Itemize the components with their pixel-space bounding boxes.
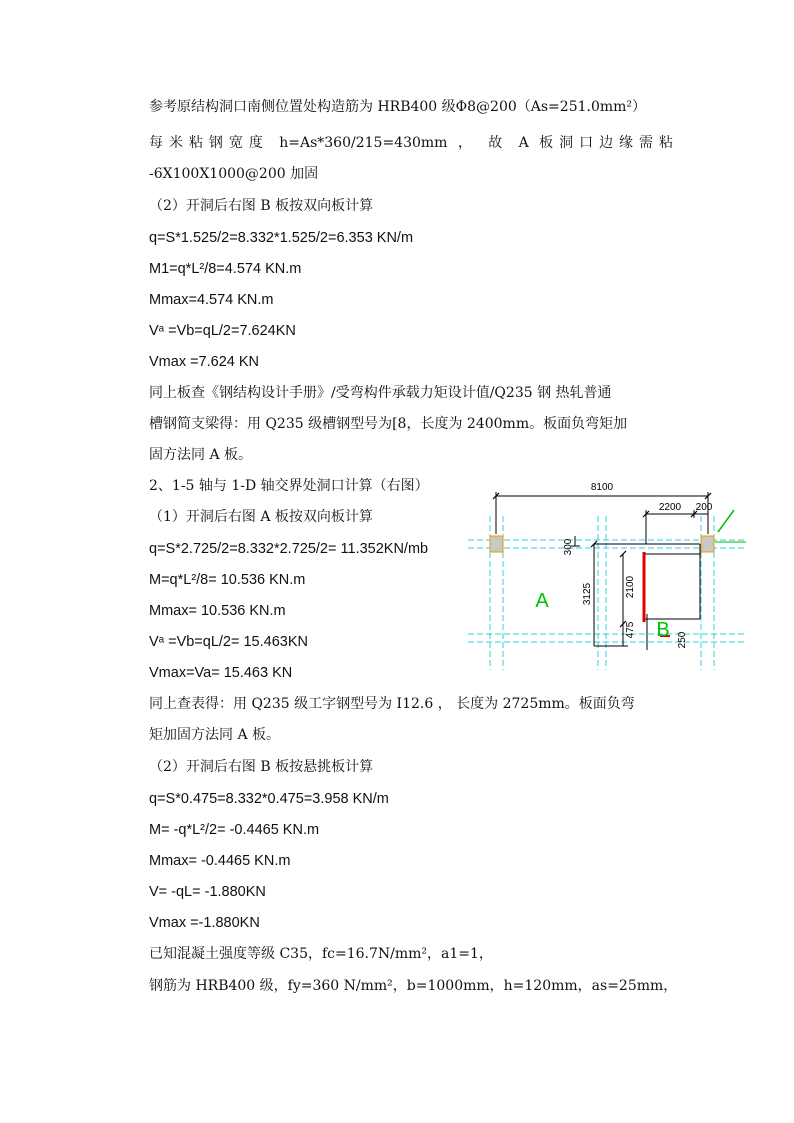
text-line: 每米粘钢宽度 h=As*360/215=430mm ， 故 A 板洞口边缘需粘 [149,135,673,151]
text-line: （1）开洞后右图 A 板按双向板计算 [149,509,373,525]
text-line: 已知混凝土强度等级 C35，fc=16.7N/mm²，a1=1， [149,946,493,962]
text-line: 同上查表得：用 Q235 级工字钢型号为 I12.6 ， 长度为 2725mm。板面负弯 [149,696,635,712]
formula-line: Vmax =-1.880KN [149,915,260,931]
dimension-labels [563,482,713,648]
formula-line: Vᵃ =Vb=qL/2=7.624KN [149,323,296,339]
text-line: -6X100X1000@200 加固 [149,166,319,182]
column-left [490,536,503,552]
formula-line: q=S*2.725/2=8.332*2.725/2= 11.352KN/mb [149,541,429,557]
text-line: 固方法同 A 板。 [149,447,253,463]
formula-line: Vᵃ =Vb=qL/2= 15.463KN [149,634,308,650]
formula-line: M= -q*L²/2= -0.4465 KN.m [149,822,320,838]
dim-2100: 2100 [625,575,636,599]
formula-line: M1=q*L²/8=4.574 KN.m [149,261,302,277]
formula-line: M=q*L²/8= 10.536 KN.m [149,572,306,588]
text-line: 槽钢简支梁得：用 Q235 级槽钢型号为[8，长度为 2400mm。板面负弯矩加 [149,416,628,432]
green-mark [718,510,734,532]
region-b-label: B [656,619,670,641]
dim-2200: 2200 [658,502,682,513]
text-line: 钢筋为 HRB400 级，fy=360 N/mm²，b=1000mm，h=120mm，as=25mm， [149,978,678,994]
formula-line: q=S*0.475=8.332*0.475=3.958 KN/m [149,791,389,807]
dim-200: 200 [695,502,713,513]
region-a-label: A [535,590,549,612]
dim-475: 475 [625,621,636,639]
column-right [701,536,714,552]
opening-plan-diagram [468,474,748,680]
section-heading: 2、1-5 轴与 1-D 轴交界处洞口计算（右图） [149,478,429,494]
text-line: （2）开洞后右图 B 板按悬挑板计算 [149,759,374,775]
dim-300: 300 [563,538,574,556]
text-line: 矩加固方法同 A 板。 [149,727,281,743]
text-line: （2）开洞后右图 B 板按双向板计算 [149,198,374,214]
dim-250: 250 [677,631,688,649]
text-line: 参考原结构洞口南侧位置处构造筋为 HRB400 级Φ8@200（As=251.0mm²） [149,99,647,115]
formula-line: Mmax= -0.4465 KN.m [149,853,291,869]
formula-line: Mmax=4.574 KN.m [149,292,274,308]
text-line: 同上板查《钢结构设计手册》/受弯构件承载力矩设计值/Q235 钢 热轧普通 [149,385,612,401]
formula-line: q=S*1.525/2=8.332*1.525/2=6.353 KN/m [149,230,414,246]
formula-line: Vmax=Va= 15.463 KN [149,665,293,681]
formula-line: Vmax =7.624 KN [149,354,260,370]
dim-8100: 8100 [590,482,614,493]
formula-line: Mmax= 10.536 KN.m [149,603,286,619]
dimension-ticks [493,493,711,627]
dim-3125: 3125 [582,582,593,606]
formula-line: V= -qL= -1.880KN [149,884,266,900]
dimension-lines [496,492,708,650]
